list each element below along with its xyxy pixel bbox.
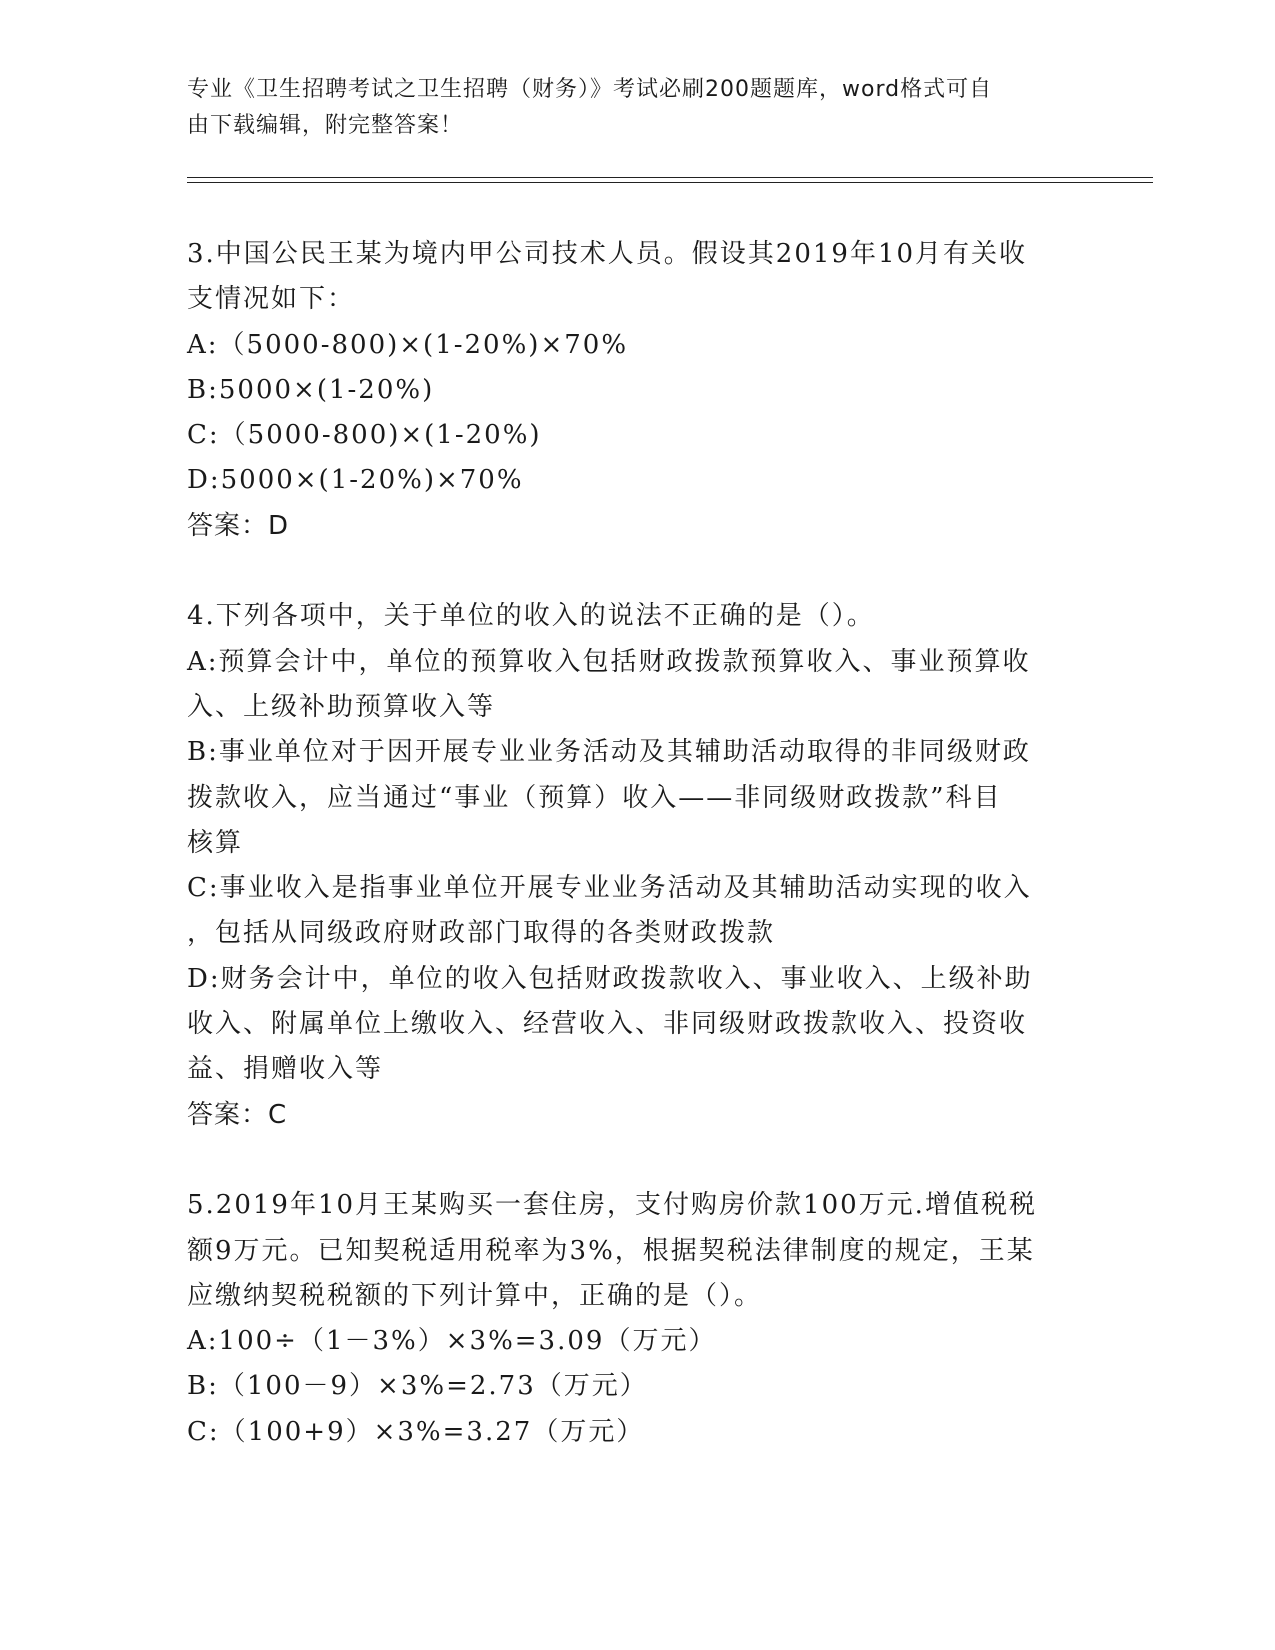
header-line-2: 由下载编辑，附完整答案！ xyxy=(187,113,464,138)
question-4 xyxy=(187,594,1087,1138)
option-d: D:财务会计中，单位的收入包括财政拨款收入、事业收入、上级补助 xyxy=(187,963,1033,994)
question-list xyxy=(187,232,1087,1455)
question-5 xyxy=(187,1183,1087,1455)
option-c-cont: ，包括从同级政府财政部门取得的各类财政拨款 xyxy=(187,918,776,949)
option-c: C:事业收入是指事业单位开展专业业务活动及其辅助活动实现的收入 xyxy=(187,873,1032,904)
option-d: D:5000×(1-20%)×70% xyxy=(187,465,524,496)
option-b-cont: 核算 xyxy=(187,827,244,858)
option-c: C:（5000-800)×(1-20%) xyxy=(187,420,542,451)
header-line-1: 专业《卫生招聘考试之卫生招聘（财务）》考试必刷200题题库，word格式可自 xyxy=(187,77,993,102)
header-divider-top xyxy=(187,177,1153,178)
option-b: B:5000×(1-20%) xyxy=(187,374,435,405)
document-header xyxy=(187,72,1087,144)
question-stem: 3.中国公民王某为境内甲公司技术人员。假设其2019年10月有关收 xyxy=(187,239,1028,269)
header-divider-bottom xyxy=(187,182,1153,183)
option-c: C:（100+9）×3%=3.27（万元） xyxy=(187,1416,645,1447)
spacer xyxy=(187,1138,1087,1183)
question-stem: 4.下列各项中，关于单位的收入的说法不正确的是（）。 xyxy=(187,601,875,632)
question-3 xyxy=(187,232,1087,549)
question-stem: 额9万元。已知契税适用税率为3%，根据契税法律制度的规定，王某 xyxy=(187,1235,1035,1266)
option-a-cont: 入、上级补助预算收入等 xyxy=(187,691,496,722)
option-a: A:预算会计中，单位的预算收入包括财政拨款预算收入、事业预算收 xyxy=(187,646,1031,677)
option-b: B:事业单位对于因开展专业业务活动及其辅助活动取得的非同级财政 xyxy=(187,737,1031,768)
option-b-cont: 拨款收入，应当通过“事业（预算）收入——非同级财政拨款”科目 xyxy=(187,782,1002,813)
question-stem: 5.2019年10月王某购买一套住房，支付购房价款100万元.增值税税 xyxy=(187,1190,1037,1221)
option-d-cont: 收入、附属单位上缴收入、经营收入、非同级财政拨款收入、投资收 xyxy=(187,1009,1028,1040)
option-a: A:（5000-800)×(1-20%)×70% xyxy=(187,329,629,360)
option-b: B:（100－9）×3%=2.73（万元） xyxy=(187,1371,648,1402)
question-stem: 支情况如下： xyxy=(187,284,356,315)
answer: 答案：D xyxy=(187,510,290,541)
question-stem: 应缴纳契税税额的下列计算中，正确的是（）。 xyxy=(187,1280,763,1311)
option-a: A:100÷（1－3%）×3%=3.09（万元） xyxy=(187,1326,717,1357)
spacer xyxy=(187,549,1087,594)
option-d-cont: 益、捐赠收入等 xyxy=(187,1054,384,1085)
answer: 答案：C xyxy=(187,1099,288,1130)
